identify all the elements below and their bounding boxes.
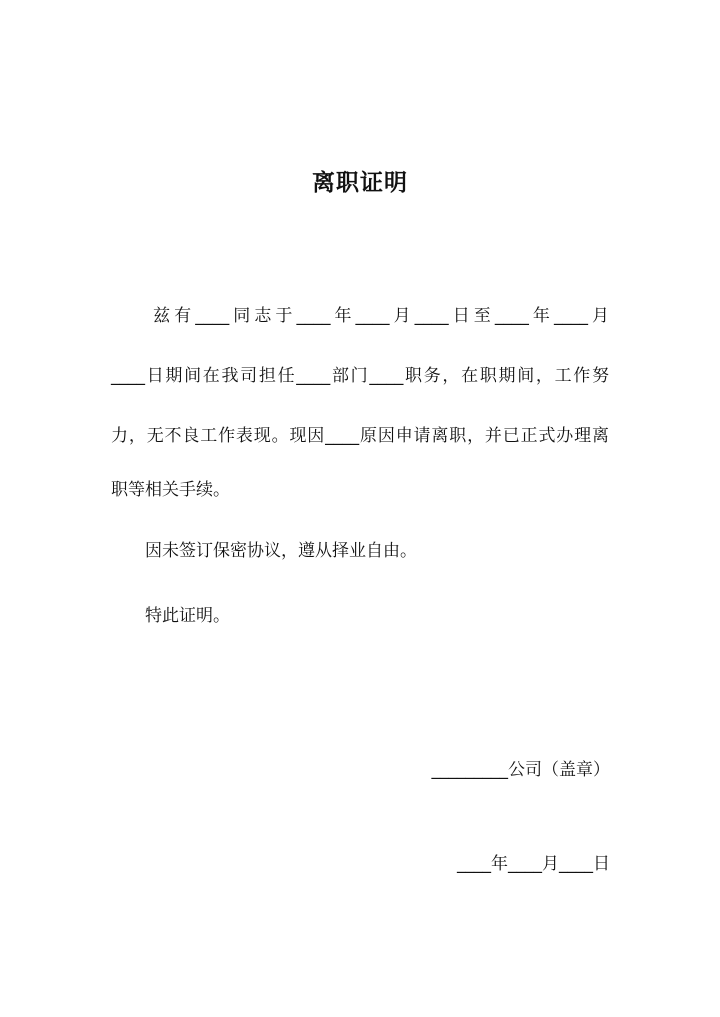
body-line-1: 兹有____同志于____年____月____日至____年____月 — [111, 306, 609, 326]
body-line-4: 职等相关手续。 — [111, 480, 230, 500]
body-line-2: ____日期间在我司担任____部门____职务，在职期间，工作努 — [111, 366, 609, 386]
signature-date-line: ____年____月____日 — [457, 854, 610, 874]
body-line-3: 力，无不良工作表现。现因____原因申请离职，并已正式办理离 — [111, 426, 609, 446]
closing-paragraph: 特此证明。 — [111, 606, 230, 626]
confidentiality-paragraph: 因未签订保密协议，遵从择业自由。 — [111, 541, 417, 561]
company-signature-line: _________公司（盖章） — [431, 760, 610, 780]
document-title: 离职证明 — [312, 170, 408, 196]
